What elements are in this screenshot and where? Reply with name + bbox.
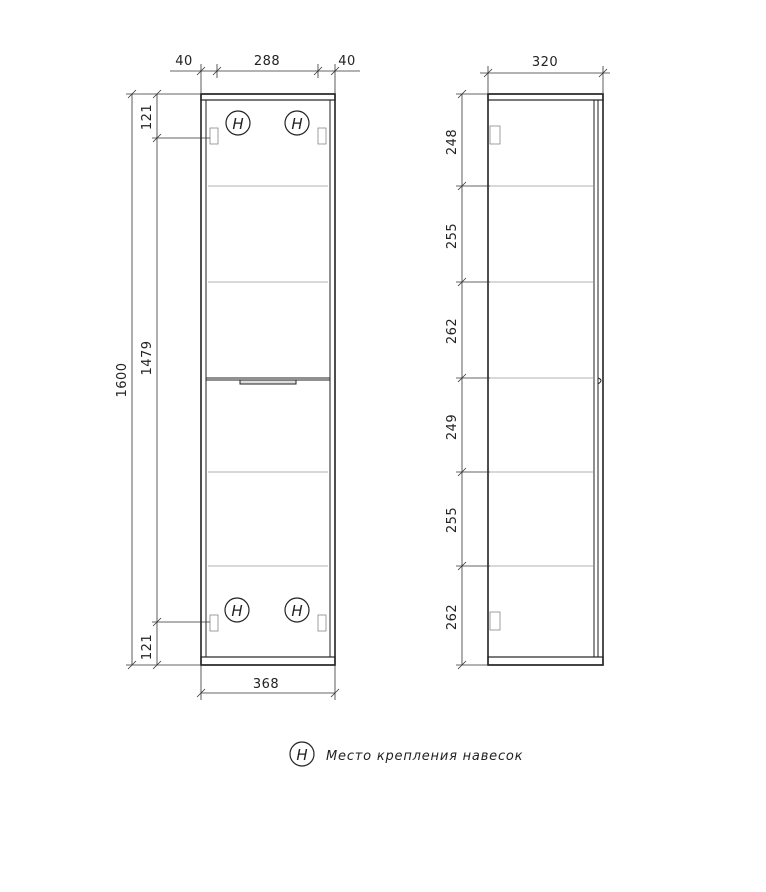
cabinet-base (201, 657, 335, 665)
door-handle (240, 380, 296, 384)
dim-hanger-offset-bottom: 121 (140, 633, 155, 661)
lower-door (206, 380, 330, 657)
side-dimension-lines (456, 66, 610, 669)
cabinet-top-cap (201, 94, 335, 100)
side-top-cap (488, 94, 603, 100)
front-view (201, 94, 335, 665)
side-view (488, 94, 603, 665)
dim-shelf-spacing: 262 (445, 603, 460, 631)
hanger-label: H (232, 115, 244, 133)
legend-text: Место крепления навесок (326, 749, 524, 764)
hanger-marker (285, 111, 309, 135)
hanger-label: H (231, 602, 243, 620)
dim-shelf-spacing: 262 (445, 317, 460, 345)
dim-left-overhang: 40 (175, 54, 193, 69)
hanger-marker (225, 598, 249, 622)
hanger-marker (285, 598, 309, 622)
dim-shelf-spacing: 255 (445, 222, 460, 250)
hanger-label: H (291, 115, 303, 133)
dim-right-overhang: 40 (338, 54, 356, 69)
side-base (488, 657, 603, 665)
dim-inner-width: 288 (253, 54, 281, 69)
hanger-markers (225, 111, 309, 622)
dim-depth: 320 (531, 55, 559, 70)
upper-door (206, 100, 330, 378)
dim-shelf-spacing: 249 (445, 413, 460, 441)
dim-total-width: 368 (252, 677, 280, 692)
hanger-marker (226, 111, 250, 135)
hanger-label: H (291, 602, 303, 620)
dim-hanger-offset-top: 121 (140, 103, 155, 131)
cabinet-side-outline (488, 94, 603, 665)
dim-shelf-spacing: 255 (445, 506, 460, 534)
dim-shelf-spacing: 248 (445, 128, 460, 156)
legend (290, 742, 523, 766)
dim-hanger-span: 1479 (140, 340, 155, 376)
legend-symbol: H (296, 746, 308, 764)
dim-total-height: 1600 (115, 362, 130, 398)
